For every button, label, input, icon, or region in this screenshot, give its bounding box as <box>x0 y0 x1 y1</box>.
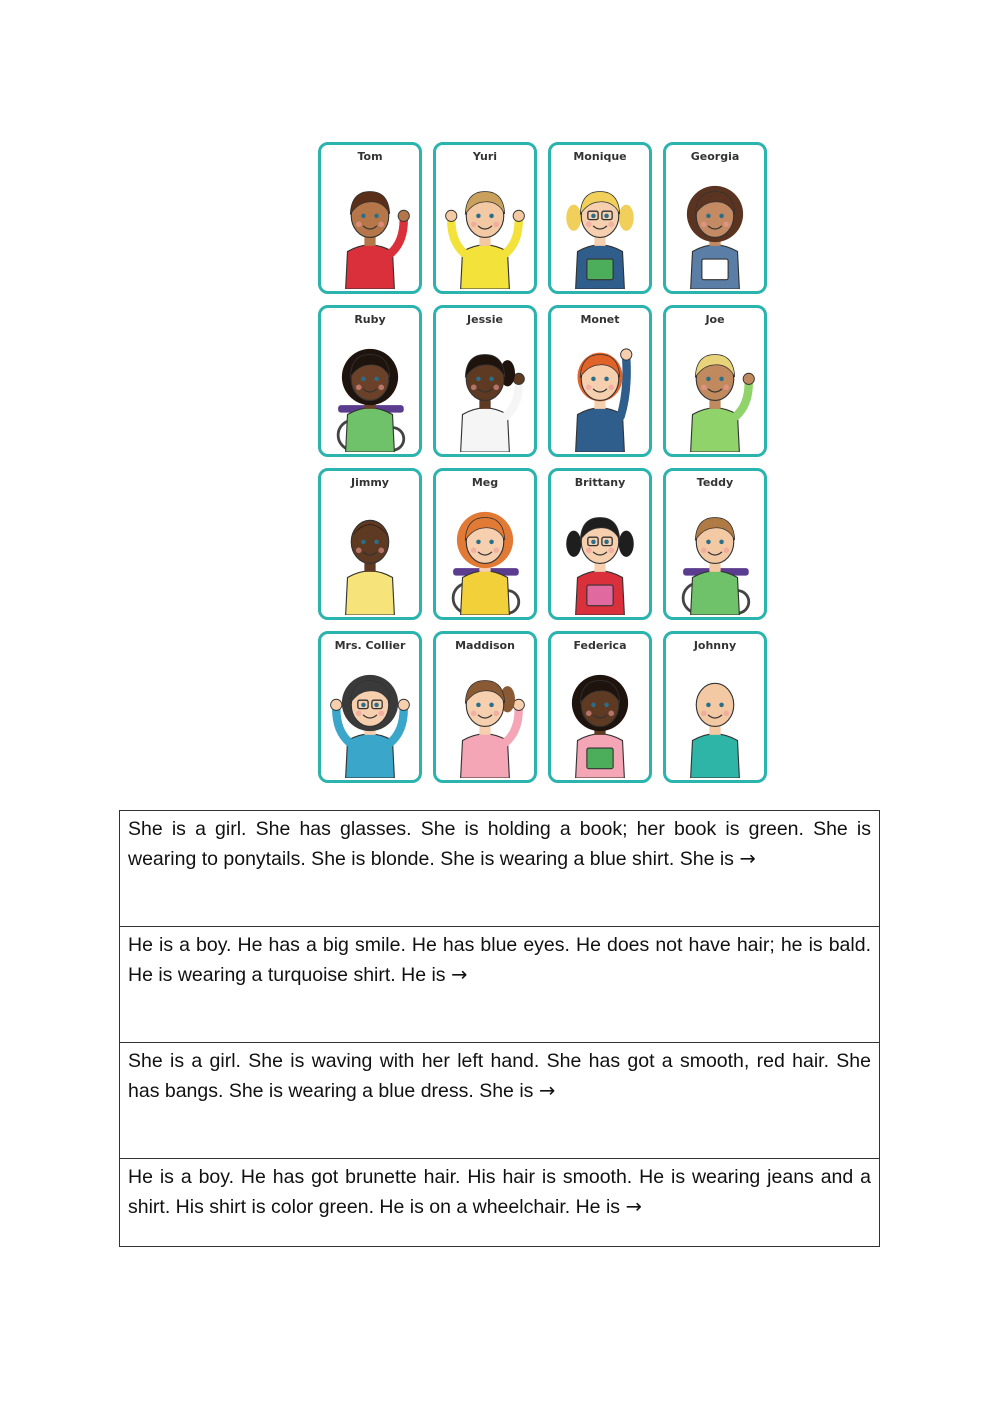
clue-cell <box>120 1043 880 1159</box>
character-name: Meg <box>471 476 499 489</box>
character-card <box>318 142 422 294</box>
child-illustration-icon <box>670 330 760 452</box>
child-illustration-icon <box>325 330 415 452</box>
child-illustration-icon <box>440 330 530 452</box>
clue-cell <box>120 927 880 1043</box>
child-illustration-icon <box>325 167 415 289</box>
character-portrait <box>325 167 415 289</box>
character-card <box>433 468 537 620</box>
child-illustration-icon <box>670 493 760 615</box>
child-illustration-icon <box>555 656 645 778</box>
character-name: Federica <box>573 639 627 652</box>
character-name: Joe <box>705 313 725 326</box>
character-portrait <box>440 493 530 615</box>
clue-text: He is a boy. He has a big smile. He has blue eyes. He does not have hair; he is bald. He is wearing a turquoise shirt. He is <box>128 934 871 986</box>
character-name: Yuri <box>472 150 498 163</box>
character-portrait <box>670 167 760 289</box>
child-illustration-icon <box>440 493 530 615</box>
character-card <box>433 142 537 294</box>
character-grid <box>318 142 766 786</box>
clue-row <box>120 1159 880 1247</box>
clue-cell <box>120 811 880 927</box>
character-card <box>548 305 652 457</box>
clue-row <box>120 927 880 1043</box>
child-illustration-icon <box>555 330 645 452</box>
character-portrait <box>325 330 415 452</box>
character-portrait <box>670 330 760 452</box>
character-portrait <box>440 330 530 452</box>
character-name: Mrs. Collier <box>334 639 406 652</box>
clue-row <box>120 1043 880 1159</box>
character-portrait <box>670 656 760 778</box>
child-illustration-icon <box>670 656 760 778</box>
child-illustration-icon <box>555 167 645 289</box>
clue-table <box>119 810 880 1247</box>
character-card <box>548 142 652 294</box>
character-portrait <box>440 656 530 778</box>
character-portrait <box>555 493 645 615</box>
character-portrait <box>325 493 415 615</box>
character-name: Monique <box>573 150 627 163</box>
character-card <box>663 631 767 783</box>
character-card <box>433 305 537 457</box>
character-name: Johnny <box>693 639 737 652</box>
clue-text: She is a girl. She has glasses. She is holding a book; her book is green. She is wearing to ponytails. She is blonde. She is wearing a blue shirt. She is <box>128 818 871 870</box>
character-card <box>318 305 422 457</box>
character-name: Maddison <box>455 639 515 652</box>
character-name: Tom <box>357 150 383 163</box>
character-name: Brittany <box>574 476 626 489</box>
character-name: Jessie <box>467 313 503 326</box>
child-illustration-icon <box>670 167 760 289</box>
character-portrait <box>555 167 645 289</box>
clue-text: She is a girl. She is waving with her left hand. She has got a smooth, red hair. She has bangs. She is wearing a blue dress. She is <box>128 1050 871 1102</box>
arrow-icon: → <box>739 847 756 870</box>
arrow-icon: → <box>538 1079 556 1102</box>
character-card <box>548 631 652 783</box>
arrow-icon: → <box>450 963 468 986</box>
character-portrait <box>440 167 530 289</box>
character-name: Monet <box>580 313 620 326</box>
character-name: Jimmy <box>351 476 389 489</box>
character-card <box>318 468 422 620</box>
character-card <box>433 631 537 783</box>
character-portrait <box>325 656 415 778</box>
clue-text: He is a boy. He has got brunette hair. His hair is smooth. He is wearing jeans and a shirt. His shirt is color green. He is on a wheelchair. He is <box>128 1166 871 1218</box>
character-portrait <box>670 493 760 615</box>
character-name: Georgia <box>690 150 740 163</box>
child-illustration-icon <box>325 493 415 615</box>
child-illustration-icon <box>440 656 530 778</box>
character-card <box>663 142 767 294</box>
character-name: Teddy <box>696 476 734 489</box>
character-card <box>663 305 767 457</box>
character-card-sheet <box>308 132 778 792</box>
child-illustration-icon <box>555 493 645 615</box>
character-card <box>318 631 422 783</box>
character-card <box>663 468 767 620</box>
character-card <box>548 468 652 620</box>
child-illustration-icon <box>440 167 530 289</box>
character-portrait <box>555 656 645 778</box>
character-portrait <box>555 330 645 452</box>
clue-cell <box>120 1159 880 1247</box>
child-illustration-icon <box>325 656 415 778</box>
character-name: Ruby <box>354 313 386 326</box>
clue-row <box>120 811 880 927</box>
arrow-icon: → <box>625 1195 642 1218</box>
